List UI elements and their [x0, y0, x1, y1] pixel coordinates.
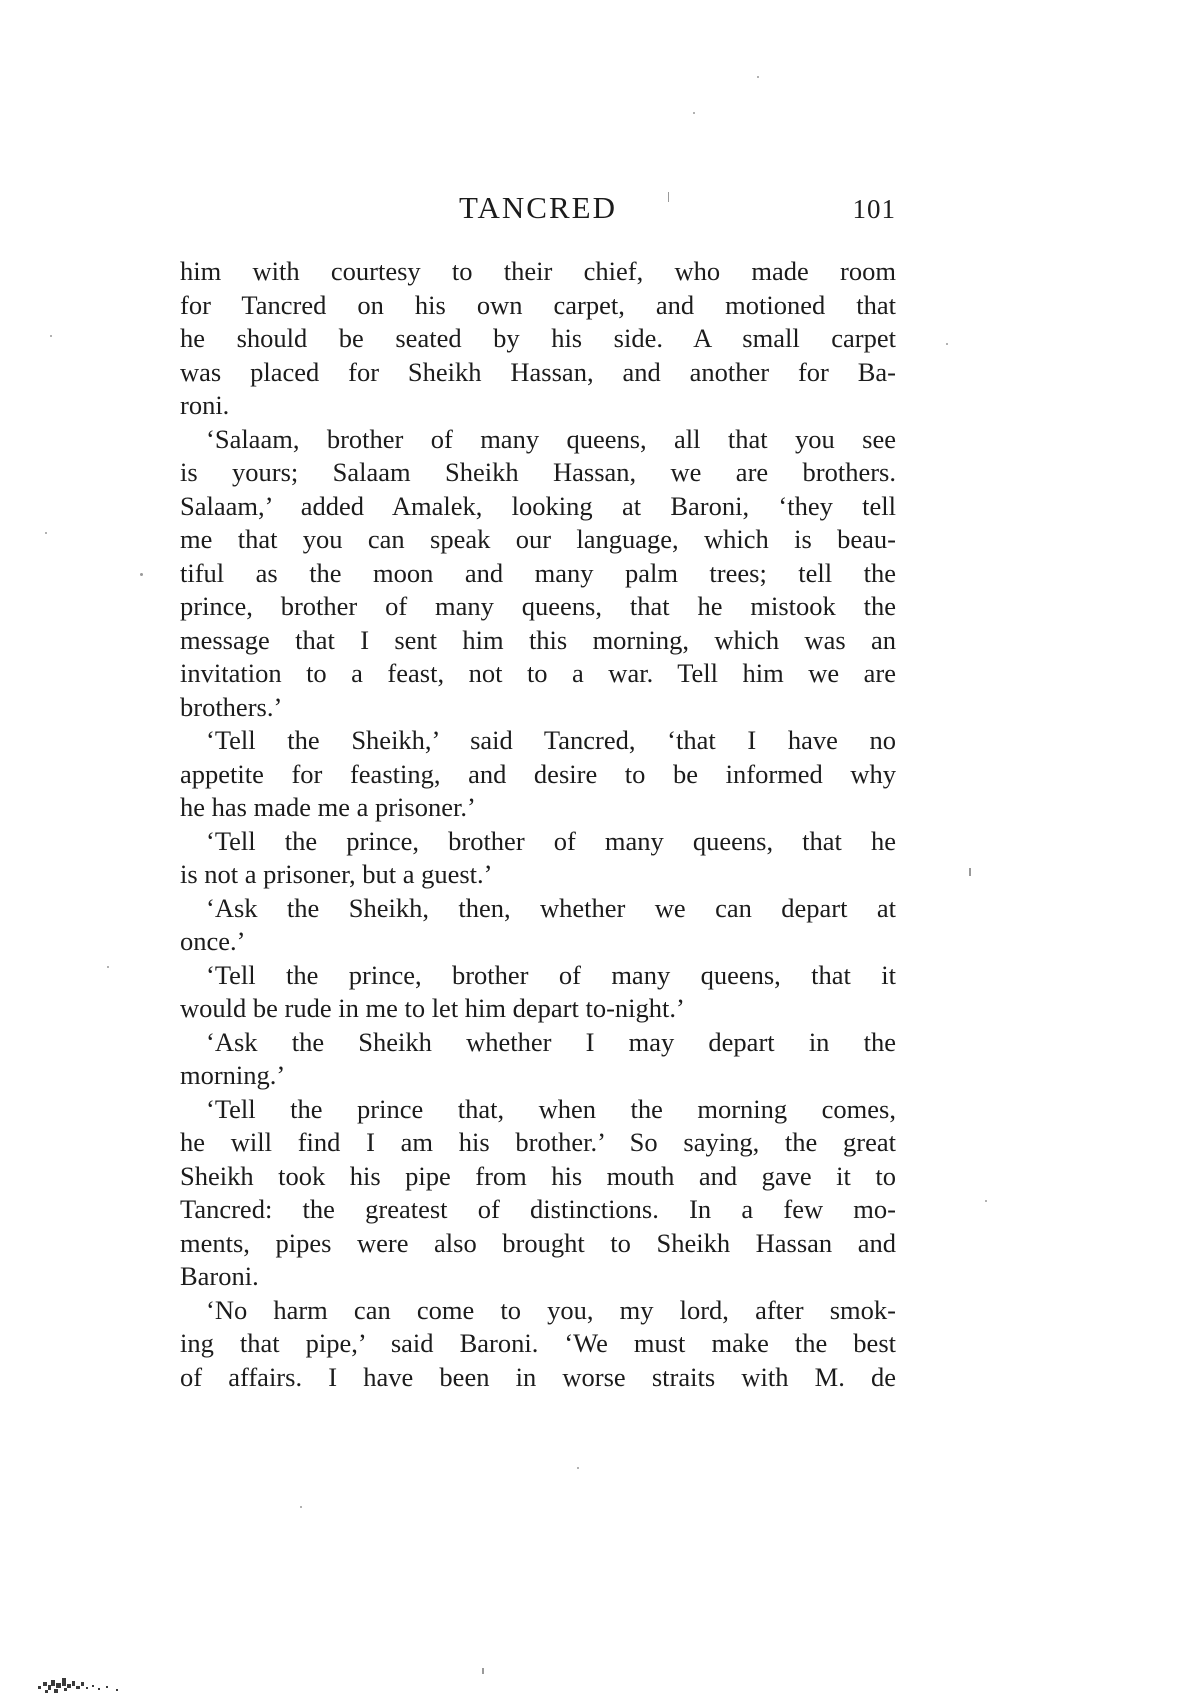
text-line: ‘Tell the Sheikh,’ said Tancred, ‘that I have no — [206, 725, 896, 755]
text-line: me that you can speak our language, which is beau- — [180, 524, 896, 554]
scan-speck — [107, 966, 109, 968]
text-line: roni. — [180, 390, 230, 420]
text-line: Tancred: the greatest of distinctions. In a few mo- — [180, 1194, 896, 1224]
text-line: once.’ — [180, 926, 246, 956]
text-line: was placed for Sheikh Hassan, and another for Ba- — [180, 356, 896, 387]
scan-speck — [757, 76, 759, 78]
running-head — [180, 190, 896, 230]
text-line: ‘Tell the prince, brother of many queens, that it — [206, 959, 896, 990]
scan-speck — [577, 1467, 579, 1469]
text-line: prince, brother of many queens, that he mistook the — [180, 591, 896, 621]
text-line: would be rude in me to let him depart to-night.’ — [180, 993, 685, 1023]
running-title: TANCRED — [459, 190, 617, 225]
scan-speck — [482, 1668, 484, 1674]
text-line: message that I sent him this morning, which was an — [180, 624, 896, 655]
text-line: morning.’ — [180, 1060, 286, 1090]
text-line: he has made me a prisoner.’ — [180, 792, 476, 822]
text-line: he should be seated by his side. A small carpet — [180, 323, 896, 353]
text-line: is yours; Salaam Sheikh Hassan, we are brothers. — [180, 457, 896, 487]
text-line: appetite for feasting, and desire to be informed why — [180, 758, 896, 789]
text-line: for Tancred on his own carpet, and motioned that — [180, 289, 896, 320]
text-line: tiful as the moon and many palm trees; tell the — [180, 557, 896, 588]
text-line: ing that pipe,’ said Baroni. ‘We must make the best — [180, 1328, 896, 1358]
scan-speck — [668, 192, 669, 202]
text-line: ‘Ask the Sheikh whether I may depart in the — [206, 1026, 896, 1057]
body-text — [180, 255, 896, 1394]
text-line: him with courtesy to their chief, who made room — [180, 256, 896, 286]
scan-speck — [693, 112, 695, 114]
scan-speck — [969, 868, 971, 876]
text-line: ‘No harm can come to you, my lord, after smok- — [206, 1294, 896, 1325]
text-line: Baroni. — [180, 1261, 259, 1291]
text-line: invitation to a feast, not to a war. Tell him we are — [180, 658, 896, 688]
scan-speck — [140, 573, 143, 576]
text-line: of affairs. I have been in worse straits with M. de — [180, 1361, 896, 1392]
scan-speck — [946, 343, 948, 345]
text-line: is not a prisoner, but a guest.’ — [180, 859, 493, 889]
page-number: 101 — [852, 194, 896, 224]
text-line: brothers.’ — [180, 691, 283, 722]
text-line: ‘Tell the prince that, when the morning comes, — [206, 1093, 896, 1124]
scan-speck — [45, 532, 47, 534]
text-line: Sheikh took his pipe from his mouth and gave it to — [180, 1160, 896, 1191]
scan-speck — [985, 1200, 987, 1202]
text-line: ‘Tell the prince, brother of many queens, that he — [206, 825, 896, 856]
stamp-smudge-icon — [36, 1672, 128, 1698]
text-line: he will find I am his brother.’ So saying, the great — [180, 1127, 896, 1157]
scan-speck — [50, 335, 52, 337]
text-line: Salaam,’ added Amalek, looking at Baroni, ‘they tell — [180, 490, 896, 521]
text-line: ‘Salaam, brother of many queens, all that you see — [206, 423, 896, 454]
library-stamp-mark — [36, 1672, 128, 1698]
text-line: ments, pipes were also brought to Sheikh Hassan and — [180, 1227, 896, 1258]
text-line: ‘Ask the Sheikh, then, whether we can depart at — [206, 892, 896, 923]
scan-speck — [300, 1506, 302, 1508]
